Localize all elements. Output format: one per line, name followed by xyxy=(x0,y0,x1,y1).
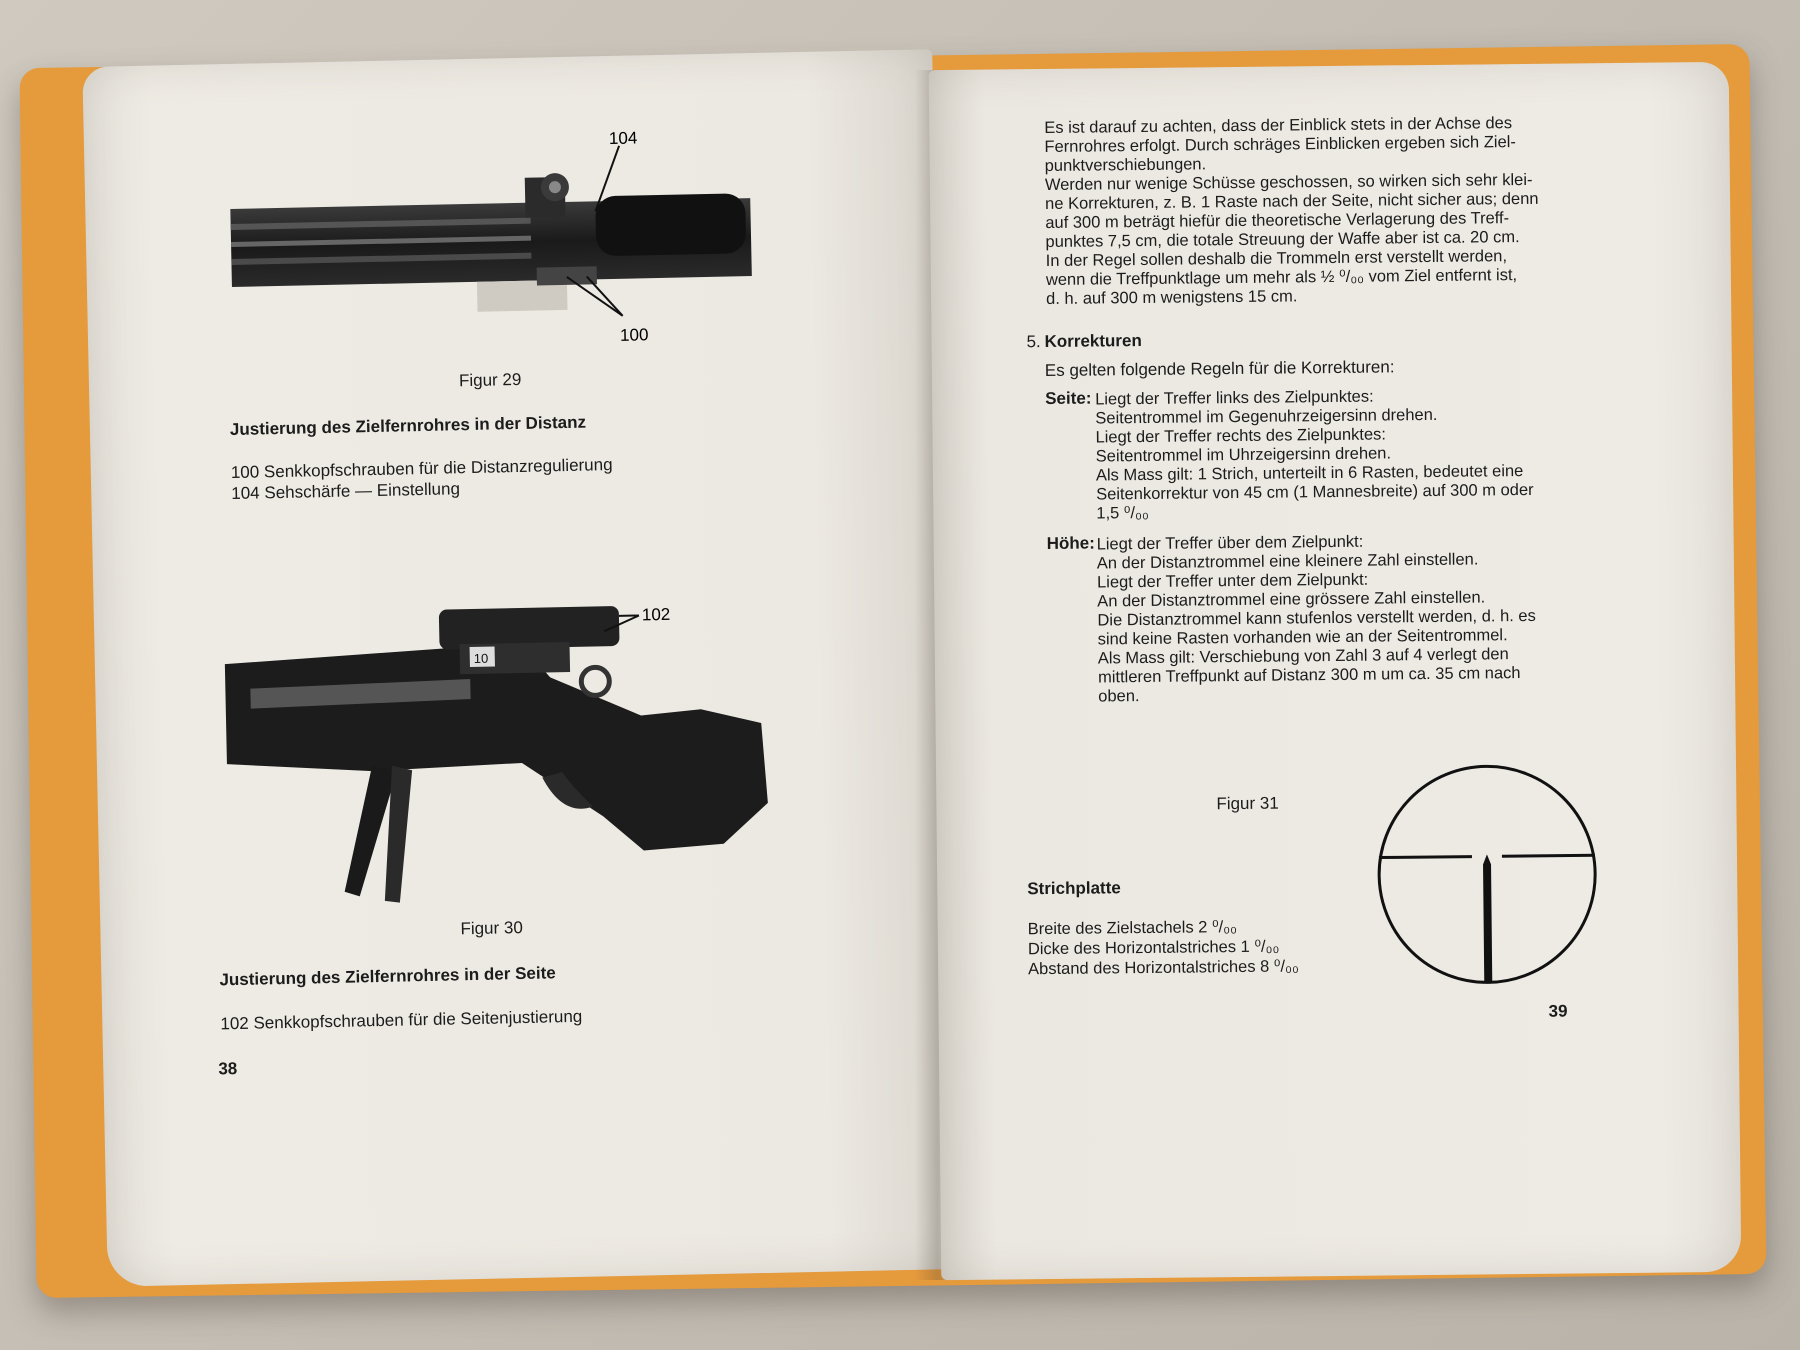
intro-line: auf 300 m beträgt hiefür die theoretische Verlagerung des Treff- xyxy=(1045,209,1510,233)
figure-29-title: Justierung des Zielfernrohres in der Distanz xyxy=(229,412,587,440)
seite-line: Seitentrommel im Uhrzeigersinn drehen. xyxy=(1095,444,1392,466)
hoehe-line: Liegt der Treffer über dem Zielpunkt: xyxy=(1096,532,1364,554)
figure-30-caption: Figur 30 xyxy=(460,918,524,939)
section-title: Korrekturen xyxy=(1044,331,1142,352)
figure-31-caption: Figur 31 xyxy=(1216,793,1279,814)
intro-line: ne Korrekturen, z. B. 1 Raste nach der Seite, nicht sicher aus; denn xyxy=(1044,189,1539,214)
seite-line: Liegt der Treffer rechts des Zielpunktes: xyxy=(1095,425,1387,447)
hoehe-line: An der Distanztrommel eine kleinere Zahl einstellen. xyxy=(1096,550,1479,573)
section-intro: Es gelten folgende Regeln für die Korrekturen: xyxy=(1044,357,1395,381)
hoehe-rules xyxy=(1097,529,1699,706)
page-number-left: 38 xyxy=(218,1059,238,1079)
hoehe-line: Als Mass gilt: Verschiebung von Zahl 3 auf 4 verlegt den xyxy=(1097,645,1509,668)
scope-label: 10 xyxy=(473,650,489,666)
intro-line: punktes 7,5 cm, die totale Streuung der Waffe aber ist ca. 20 cm. xyxy=(1045,228,1520,252)
left-page xyxy=(82,49,957,1287)
intro-line: In der Regel sollen deshalb die Trommeln erst verstellt werden, xyxy=(1045,247,1508,271)
figure-29-legend-100: 100 Senkkopfschrauben für die Distanzregulierung xyxy=(230,455,613,483)
strichplatte-line: Breite des Zielstachels 2 ⁰/₀₀ xyxy=(1027,918,1238,939)
strichplatte-line: Abstand des Horizontalstriches 8 ⁰/₀₀ xyxy=(1028,957,1299,979)
hoehe-line: An der Distanztrommel eine grössere Zahl einstellen. xyxy=(1097,588,1486,611)
figure-29-photo xyxy=(224,113,769,354)
intro-line: Werden nur wenige Schüsse geschossen, so wirken sich sehr klei- xyxy=(1044,170,1533,195)
page-number-right: 39 xyxy=(1548,1001,1568,1021)
intro-line: Fernrohres erfolgt. Durch schräges Einblicken ergeben sich Ziel- xyxy=(1044,133,1516,157)
hoehe-label: Höhe: xyxy=(1046,533,1095,554)
seite-line: 1,5 ⁰/₀₀ xyxy=(1096,503,1149,523)
section-number: 5. xyxy=(1026,332,1041,352)
seite-line: Als Mass gilt: 1 Strich, unterteilt in 6 Rasten, bedeutet eine xyxy=(1095,462,1524,485)
intro-paragraph xyxy=(1044,112,1706,309)
figure-29-caption: Figur 29 xyxy=(458,369,522,391)
intro-line: Es ist darauf zu achten, dass der Einblick stets in der Achse des xyxy=(1044,114,1513,138)
intro-line: punktverschiebungen. xyxy=(1044,155,1207,176)
figure-30-photo xyxy=(218,583,785,925)
seite-line: Liegt der Treffer links des Zielpunktes: xyxy=(1095,387,1374,409)
intro-line: wenn die Treffpunktlage um mehr als ½ ⁰/₀₀ vom Ziel entfernt ist, xyxy=(1045,266,1518,290)
hoehe-line: mittleren Treffpunkt auf Distanz 300 m um ca. 35 cm nach xyxy=(1097,664,1521,687)
seite-rules xyxy=(1095,384,1696,523)
callout-100: 100 xyxy=(619,325,649,345)
strichplatte-specs xyxy=(1028,915,1429,979)
figure-29-legend-104: 104 Sehschärfe — Einstellung xyxy=(231,479,461,504)
right-page xyxy=(929,62,1742,1280)
strichplatte-title: Strichplatte xyxy=(1027,878,1121,899)
hoehe-line: Die Distanztrommel kann stufenlos verstellt werden, d. h. es xyxy=(1097,606,1536,630)
callout-102: 102 xyxy=(641,604,671,625)
figure-30-legend: 102 Senkkopfschrauben für die Seitenjustierung xyxy=(220,1006,583,1034)
figure-30-title: Justierung des Zielfernrohres in der Seite xyxy=(219,963,556,990)
strichplatte-line: Dicke des Horizontalstriches 1 ⁰/₀₀ xyxy=(1027,937,1280,959)
seite-line: Seitenkorrektur von 45 cm (1 Mannesbreite) auf 300 m oder xyxy=(1096,480,1534,504)
seite-label: Seite: xyxy=(1045,388,1092,409)
intro-line: d. h. auf 300 m wenigstens 15 cm. xyxy=(1045,287,1298,309)
hoehe-line: sind keine Rasten vorhanden wie an der Seitentrommel. xyxy=(1097,626,1508,649)
callout-104: 104 xyxy=(608,128,638,149)
hoehe-line: oben. xyxy=(1098,687,1140,706)
hoehe-line: Liegt der Treffer unter dem Zielpunkt: xyxy=(1096,570,1369,592)
seite-line: Seitentrommel im Gegenuhrzeigersinn drehen. xyxy=(1095,405,1438,428)
